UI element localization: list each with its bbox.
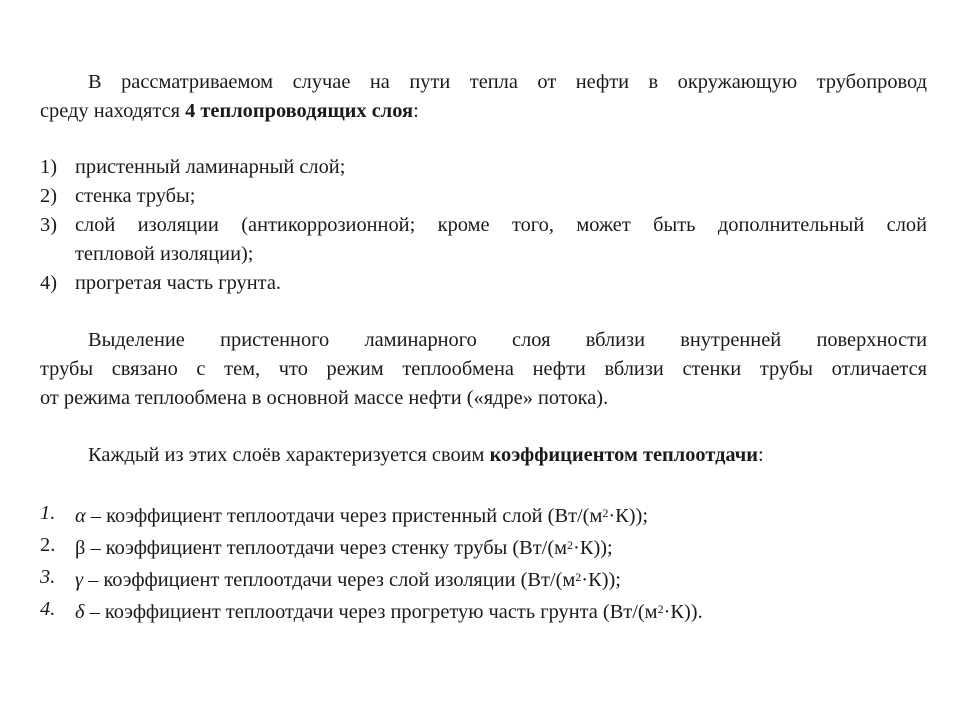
explanation-line-2: трубы связано с тем, что режим теплообмена нефти вблизи стенки трубы отличается <box>40 358 927 380</box>
intro-line-1: В рассматриваемом случае на пути тепла от нефти в окружающую трубопровод <box>88 71 927 93</box>
intro-line-2-text: среду находятся <box>40 100 186 122</box>
explanation-paragraph <box>40 326 927 413</box>
intro-colon: : <box>413 100 419 122</box>
coefficient-item <box>40 499 927 531</box>
list-number: 2) <box>40 185 57 207</box>
coefficient-number: 3. <box>40 566 56 588</box>
intro-line-2 <box>40 97 927 126</box>
list-item <box>40 182 927 211</box>
coefficient-item <box>40 563 927 595</box>
coefficient-text: – коэффициент теплоотдачи через слой изоляции (Вт/(м <box>83 569 576 591</box>
coefficient-tail: ·К)); <box>581 569 621 591</box>
list-text-line-1: слой изоляции (антикоррозионной; кроме того, может быть дополнительный слой <box>75 214 927 236</box>
coefficient-number: 2. <box>40 534 56 556</box>
list-number: 3) <box>40 214 57 236</box>
coefficient-symbol: α <box>75 505 86 527</box>
coefficient-item <box>40 595 927 627</box>
coefficients-intro-colon: : <box>758 444 764 466</box>
coefficients-bold-term: коэффициентом теплоотдачи <box>489 444 759 466</box>
coefficient-superscript: 2 <box>567 538 574 552</box>
explanation-line-1: Выделение пристенного ламинарного слоя вблизи внутренней поверхности <box>88 329 927 351</box>
coefficient-symbol: γ <box>75 569 84 591</box>
coefficient-tail: ·К)); <box>573 537 613 559</box>
coefficient-symbol: β <box>75 537 86 559</box>
coefficient-superscript: 2 <box>657 602 664 616</box>
list-item <box>40 153 927 182</box>
coefficients-list <box>40 499 927 627</box>
intro-paragraph <box>40 68 927 126</box>
layers-list <box>40 153 927 298</box>
coefficient-tail: ·К)). <box>663 601 703 623</box>
list-item <box>40 211 927 269</box>
list-number: 1) <box>40 156 57 178</box>
list-text: прогретая часть грунта. <box>75 272 281 294</box>
coefficient-item <box>40 531 927 563</box>
coefficient-number: 4. <box>40 598 56 620</box>
coefficients-intro <box>40 441 927 470</box>
list-text: стенка трубы; <box>75 185 196 207</box>
coefficient-text: – коэффициент теплоотдачи через пристенный слой (Вт/(м <box>85 505 603 527</box>
intro-bold-phrase: 4 теплопроводящих слоя <box>185 100 414 122</box>
coefficients-intro-line <box>40 441 927 470</box>
coefficient-text: – коэффициент теплоотдачи через прогретую часть грунта (Вт/(м <box>84 601 658 623</box>
coefficient-tail: ·К)); <box>608 505 648 527</box>
coefficients-intro-text: Каждый из этих слоёв характеризуется своим <box>88 444 490 466</box>
list-item <box>40 269 927 298</box>
list-text: пристенный ламинарный слой; <box>75 156 346 178</box>
list-number: 4) <box>40 272 57 294</box>
list-text-line-2: тепловой изоляции); <box>75 243 254 265</box>
explanation-line-3: от режима теплообмена в основной массе нефти («ядре» потока). <box>40 387 609 409</box>
coefficient-number: 1. <box>40 502 56 524</box>
coefficient-text: – коэффициент теплоотдачи через стенку трубы (Вт/(м <box>85 537 568 559</box>
coefficient-superscript: 2 <box>575 570 582 584</box>
coefficient-superscript: 2 <box>602 506 609 520</box>
coefficient-symbol: δ <box>75 601 85 623</box>
